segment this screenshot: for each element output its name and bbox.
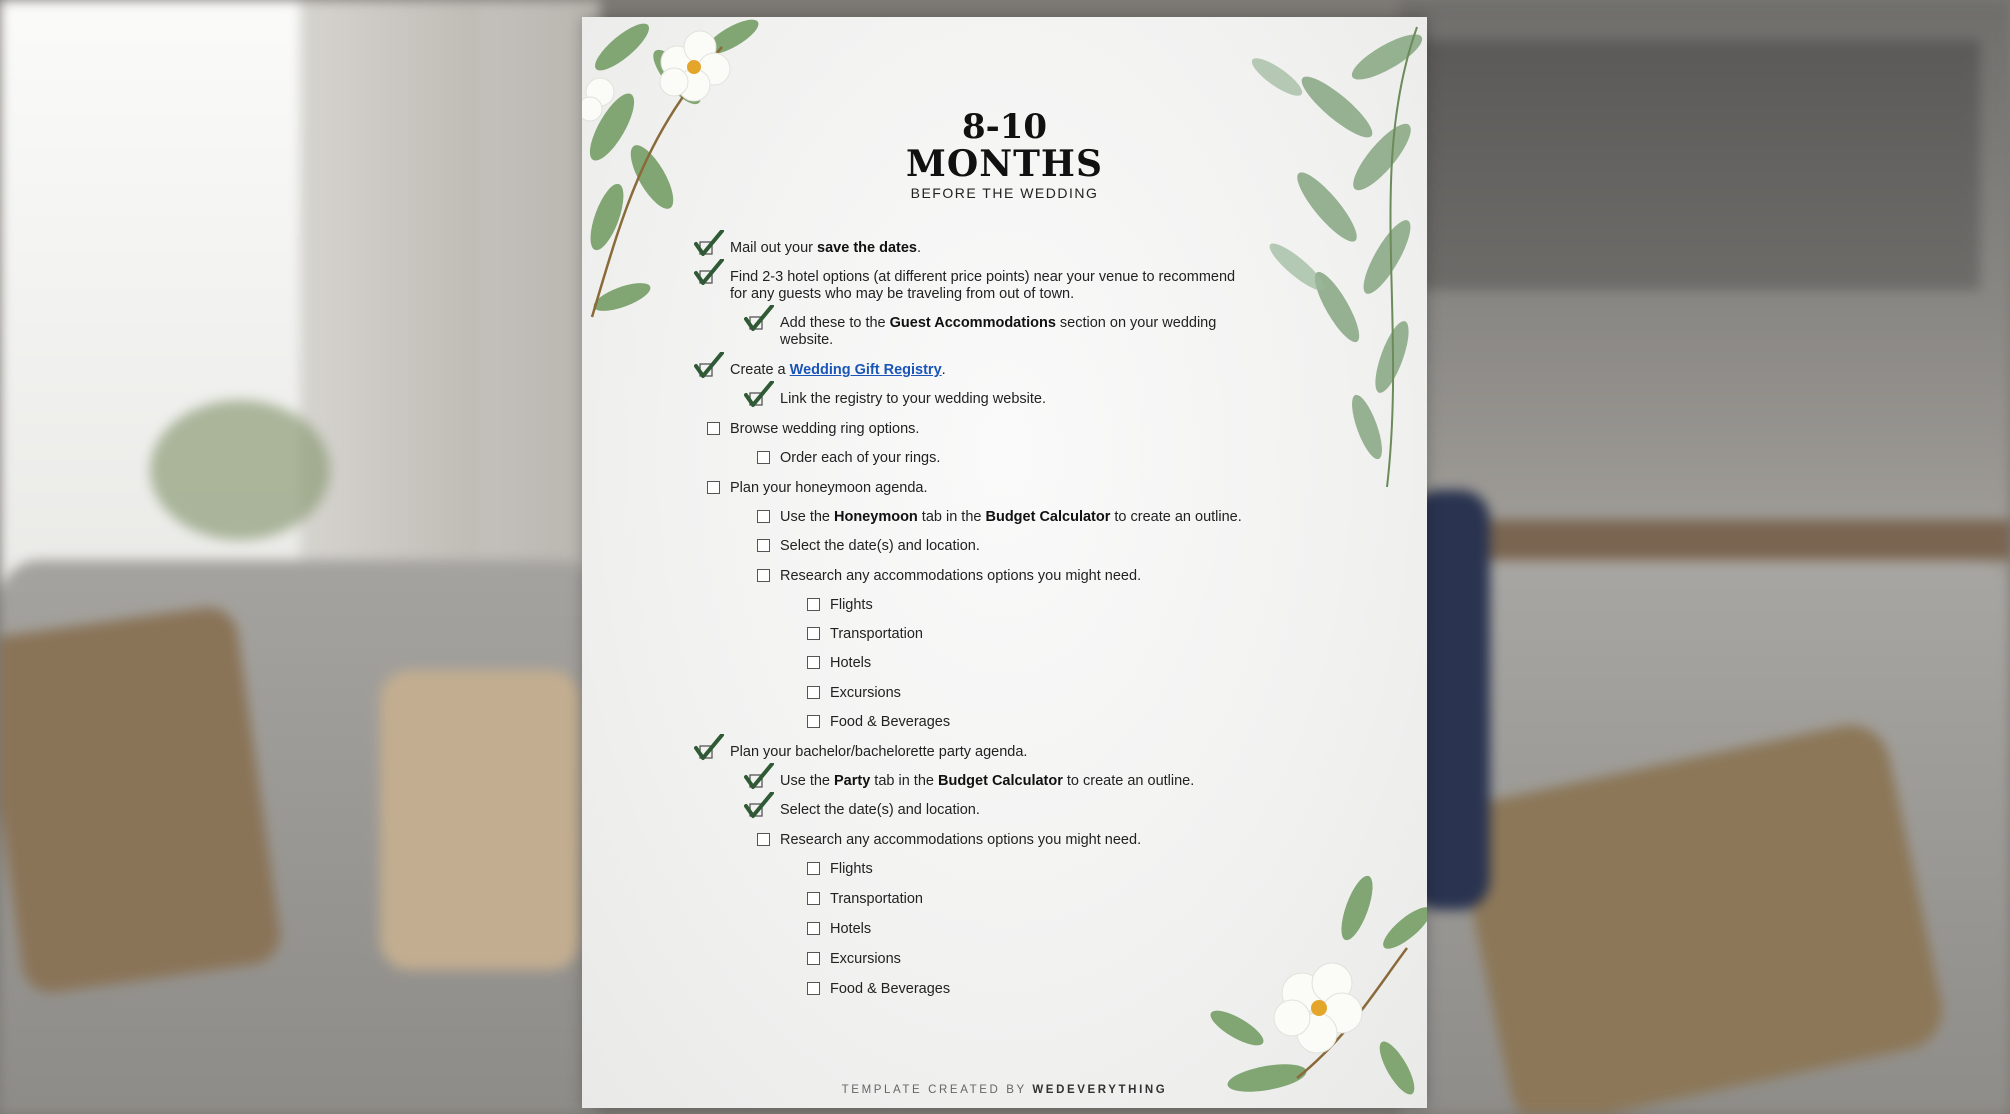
checklist-item-text (730, 240, 921, 257)
checkmark-icon[interactable] (694, 259, 724, 287)
checklist-item (830, 714, 950, 731)
checklist-item-text: Link the registry to your wedding website. (780, 391, 1046, 407)
checkmark-icon[interactable] (694, 734, 724, 762)
checkbox[interactable] (757, 539, 770, 552)
title-number: 8-10 (961, 107, 1048, 147)
checkbox[interactable] (757, 451, 770, 464)
checklist-item-text: Select the date(s) and location. (780, 802, 980, 818)
checklist-item-text: Find 2-3 hotel options (at different price points) near your venue to recommend (730, 269, 1236, 285)
checklist-item (830, 655, 871, 672)
checklist-item-text: Flights (830, 597, 873, 613)
text-segment: . (941, 362, 946, 378)
bold-term: Guest Accommodations (889, 315, 1056, 331)
checklist-item (780, 509, 1242, 526)
checklist-item (830, 951, 901, 968)
checkmark-icon[interactable] (744, 305, 774, 333)
checkmark-icon[interactable] (744, 381, 774, 409)
checklist-item (830, 891, 923, 908)
checkbox[interactable] (807, 686, 820, 699)
text-segment: tab in the (870, 773, 938, 789)
checkbox[interactable] (807, 952, 820, 965)
checklist-item-text (730, 362, 946, 379)
checklist-item-text (780, 509, 1242, 526)
checklist-item (830, 861, 873, 878)
checklist-item (780, 391, 1046, 408)
checklist-item (830, 685, 901, 702)
bold-term: save the dates (817, 240, 917, 256)
checklist-item (730, 240, 921, 257)
checklist-item-text: Excursions (830, 685, 901, 701)
subtitle: BEFORE THE WEDDING (910, 185, 1099, 201)
checklist-item-text: Food & Beverages (830, 714, 951, 730)
checklist-item (730, 269, 1235, 303)
checklist-item (830, 626, 923, 643)
checklist-item-text: Select the date(s) and location. (780, 538, 980, 554)
checkmark-icon[interactable] (694, 352, 724, 380)
text-segment: tab in the (917, 509, 986, 525)
checklist-item (780, 538, 980, 555)
footer-brand: WEDEVERYTHING (1032, 1084, 1168, 1096)
checkbox[interactable] (707, 422, 720, 435)
checklist-item-text: Plan your bachelor/bachelorette party agenda. (730, 744, 1028, 760)
checklist-item-text: Transportation (830, 891, 923, 907)
footer-prefix: TEMPLATE CREATED BY (841, 1084, 1027, 1096)
text-segment: Add these to the (780, 315, 890, 331)
wedding-gift-registry-link[interactable]: Wedding Gift Registry (789, 362, 942, 378)
checklist-item (780, 450, 940, 467)
checklist-item-text-continued: website. (780, 332, 834, 348)
checkbox[interactable] (807, 922, 820, 935)
checklist (582, 17, 1427, 1108)
checklist-item-text: Research any accommodations options you might need. (780, 568, 1142, 584)
checkbox[interactable] (707, 481, 720, 494)
checkbox[interactable] (807, 892, 820, 905)
checklist-item-text: Food & Beverages (830, 981, 951, 997)
bold-term: Budget Calculator (938, 773, 1063, 789)
text-segment: . (917, 240, 922, 256)
checklist-item-text: Excursions (830, 951, 901, 967)
checklist-item-text-continued: for any guests who may be traveling from out of town. (730, 286, 1075, 302)
checkmark-icon[interactable] (744, 792, 774, 820)
checkbox[interactable] (807, 656, 820, 669)
checkbox[interactable] (807, 862, 820, 875)
checkbox[interactable] (757, 569, 770, 582)
checklist-item (780, 315, 1216, 349)
text-segment: Use the (780, 509, 834, 525)
checklist-item (780, 802, 980, 819)
checkbox[interactable] (807, 627, 820, 640)
checklist-item-text (780, 773, 1194, 790)
checklist-item-text: Flights (830, 861, 873, 877)
checkmark-icon[interactable] (694, 230, 724, 258)
checklist-item-text: Browse wedding ring options. (730, 421, 920, 437)
checklist-item-text: Order each of your rings. (780, 450, 941, 466)
checklist-item (830, 981, 950, 998)
bold-term: Budget Calculator (985, 509, 1111, 525)
checkmark-icon[interactable] (744, 763, 774, 791)
checklist-item (730, 362, 946, 379)
checklist-item-text: Hotels (830, 921, 872, 937)
checkbox[interactable] (807, 715, 820, 728)
text-segment: Use the (780, 773, 834, 789)
text-segment: section on your wedding (1055, 315, 1217, 331)
checkbox[interactable] (757, 510, 770, 523)
checklist-item (730, 421, 919, 438)
checklist-item (780, 832, 1141, 849)
checklist-item-text: Plan your honeymoon agenda. (730, 480, 928, 496)
bold-term: Honeymoon (834, 509, 918, 525)
text-segment: Create a (730, 362, 790, 378)
footer-credit (582, 1084, 1427, 1096)
checklist-item-text: Transportation (830, 626, 923, 642)
checkbox[interactable] (807, 982, 820, 995)
checklist-item (730, 480, 928, 497)
text-segment: to create an outline. (1062, 773, 1195, 789)
title-word: MONTHS (906, 143, 1103, 185)
checklist-item-text: Hotels (830, 655, 872, 671)
checklist-item (830, 597, 873, 614)
checkbox[interactable] (807, 598, 820, 611)
checkbox[interactable] (757, 833, 770, 846)
checklist-item-text: Research any accommodations options you might need. (780, 832, 1142, 848)
bold-term: Party (834, 773, 871, 789)
checklist-item (780, 773, 1194, 790)
checklist-item-text (780, 315, 1216, 332)
text-segment: to create an outline. (1110, 509, 1242, 525)
text-segment: Mail out your (730, 240, 818, 256)
checklist-item (730, 744, 1027, 761)
checklist-item (780, 568, 1141, 585)
checklist-item (830, 921, 871, 938)
checklist-page (582, 17, 1427, 1108)
